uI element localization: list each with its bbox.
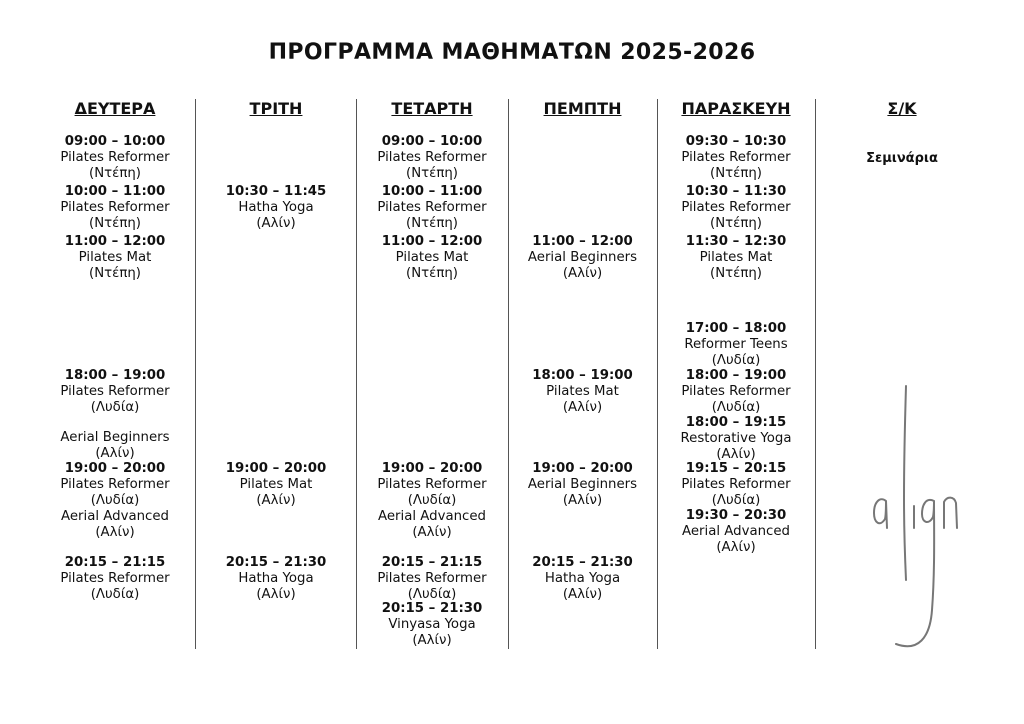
class-time: 19:00 – 20:00 (381, 461, 483, 476)
class-time: 18:00 – 19:00 (685, 368, 787, 383)
class-time: 19:15 – 20:15 (685, 461, 787, 476)
instructor-name: (Ντέπη) (89, 216, 141, 231)
class-name: Hatha Yoga (544, 571, 621, 586)
class-name: Pilates Mat (395, 250, 469, 265)
class-name: Pilates Reformer (681, 384, 791, 399)
class-name: Pilates Reformer (60, 571, 170, 586)
class-name: Pilates Mat (699, 250, 773, 265)
class-name: Pilates Reformer (60, 150, 170, 165)
instructor-name: (Ντέπη) (710, 216, 762, 231)
instructor-name: (Αλίν) (412, 525, 452, 540)
class-time: 18:00 – 19:00 (532, 368, 633, 383)
class-time: 10:00 – 11:00 (381, 184, 483, 199)
class-time: 20:15 – 21:30 (381, 601, 483, 616)
class-name: Aerial Advanced (378, 509, 486, 524)
class-time: 20:15 – 21:15 (381, 555, 483, 570)
instructor-name: (Λυδία) (90, 400, 140, 415)
class-time: 17:00 – 18:00 (685, 321, 787, 336)
day-header-thursday: ΠΕΜΠΤΗ (543, 99, 622, 118)
class-name: Pilates Reformer (60, 477, 170, 492)
class-time: 09:30 – 10:30 (685, 134, 787, 149)
instructor-name: (Λυδία) (90, 493, 140, 508)
instructor-name: (Αλίν) (256, 587, 296, 602)
instructor-name: (Αλίν) (412, 633, 452, 648)
class-name: Aerial Beginners (527, 250, 638, 265)
page-title: ΠΡΟΓΡΑΜΜΑ ΜΑΘΗΜΑΤΩΝ 2025-2026 (268, 40, 756, 65)
instructor-name: (Λυδία) (90, 587, 140, 602)
column-thursday (509, 0, 656, 724)
class-name: Pilates Mat (546, 384, 619, 399)
day-header-weekend: Σ/Κ (887, 99, 917, 118)
instructor-name: (Λυδία) (711, 493, 761, 508)
class-time: 10:30 – 11:30 (685, 184, 787, 199)
instructor-name: (Λυδία) (711, 353, 761, 368)
class-time: 09:00 – 10:00 (64, 134, 166, 149)
align-logo (862, 380, 972, 665)
class-name: Aerial Advanced (682, 524, 790, 539)
instructor-name: (Ντέπη) (710, 166, 762, 181)
class-name: Pilates Reformer (377, 150, 487, 165)
day-header-wednesday: ΤΕΤΑΡΤΗ (391, 99, 473, 118)
column-tuesday (196, 0, 356, 724)
class-name: Aerial Beginners (60, 430, 170, 445)
column-monday (36, 0, 194, 724)
day-header-monday: ΔΕΥΤΕΡΑ (74, 99, 156, 118)
class-name: Reformer Teens (684, 337, 788, 352)
class-name: Pilates Reformer (60, 384, 170, 399)
instructor-name: (Αλίν) (562, 587, 603, 602)
class-name: Pilates Reformer (377, 571, 487, 586)
instructor-name: (Ντέπη) (89, 166, 141, 181)
class-time: 11:00 – 12:00 (532, 234, 633, 249)
class-time: 10:30 – 11:45 (225, 184, 327, 199)
class-name: Pilates Reformer (681, 200, 791, 215)
instructor-name: (Λυδία) (407, 493, 457, 508)
class-name: Aerial Advanced (61, 509, 169, 524)
instructor-name: (Αλίν) (716, 447, 756, 462)
class-name: Pilates Reformer (377, 477, 487, 492)
instructor-name: (Λυδία) (711, 400, 761, 415)
class-time: 20:15 – 21:30 (532, 555, 633, 570)
instructor-name: (Ντέπη) (406, 216, 458, 231)
class-name: Pilates Mat (78, 250, 152, 265)
instructor-name: (Αλίν) (256, 493, 296, 508)
class-time: 19:00 – 20:00 (532, 461, 633, 476)
instructor-name: (Αλίν) (95, 446, 135, 461)
instructor-name: (Αλίν) (95, 525, 135, 540)
class-time: 10:00 – 11:00 (64, 184, 166, 199)
instructor-name: (Αλίν) (562, 400, 603, 415)
class-time: 19:30 – 20:30 (685, 508, 787, 523)
class-time: 19:00 – 20:00 (225, 461, 327, 476)
column-friday (658, 0, 814, 724)
class-time: 11:00 – 12:00 (381, 234, 483, 249)
class-name: Pilates Mat (239, 477, 313, 492)
class-time: 18:00 – 19:15 (685, 415, 787, 430)
class-time: 11:00 – 12:00 (64, 234, 166, 249)
class-name: Hatha Yoga (238, 200, 314, 215)
class-name: Pilates Reformer (60, 200, 170, 215)
class-name: Pilates Reformer (681, 150, 791, 165)
class-time: 09:00 – 10:00 (381, 134, 483, 149)
class-name: Pilates Reformer (377, 200, 487, 215)
class-time: 19:00 – 20:00 (64, 461, 166, 476)
class-time: 20:15 – 21:30 (225, 555, 327, 570)
day-header-tuesday: ΤΡΙΤΗ (249, 99, 303, 118)
instructor-name: (Αλίν) (562, 266, 603, 281)
instructor-name: (Λυδία) (407, 587, 457, 602)
instructor-name: (Αλίν) (256, 216, 296, 231)
class-time: 18:00 – 19:00 (64, 368, 166, 383)
class-name: Aerial Beginners (527, 477, 638, 492)
instructor-name: (Ντέπη) (89, 266, 141, 281)
class-name: Restorative Yoga (680, 431, 792, 446)
instructor-name: (Ντέπη) (710, 266, 762, 281)
instructor-name: (Αλίν) (716, 540, 756, 555)
class-name: Hatha Yoga (238, 571, 314, 586)
weekend-seminars-label: Σεμινάρια (866, 151, 938, 166)
instructor-name: (Ντέπη) (406, 166, 458, 181)
class-name: Pilates Reformer (681, 477, 791, 492)
class-name: Vinyasa Yoga (388, 617, 476, 632)
instructor-name: (Αλίν) (562, 493, 603, 508)
instructor-name: (Ντέπη) (406, 266, 458, 281)
column-wednesday (357, 0, 507, 724)
class-time: 20:15 – 21:15 (64, 555, 166, 570)
class-time: 11:30 – 12:30 (685, 234, 787, 249)
day-header-friday: ΠΑΡΑΣΚΕΥΗ (681, 99, 791, 118)
